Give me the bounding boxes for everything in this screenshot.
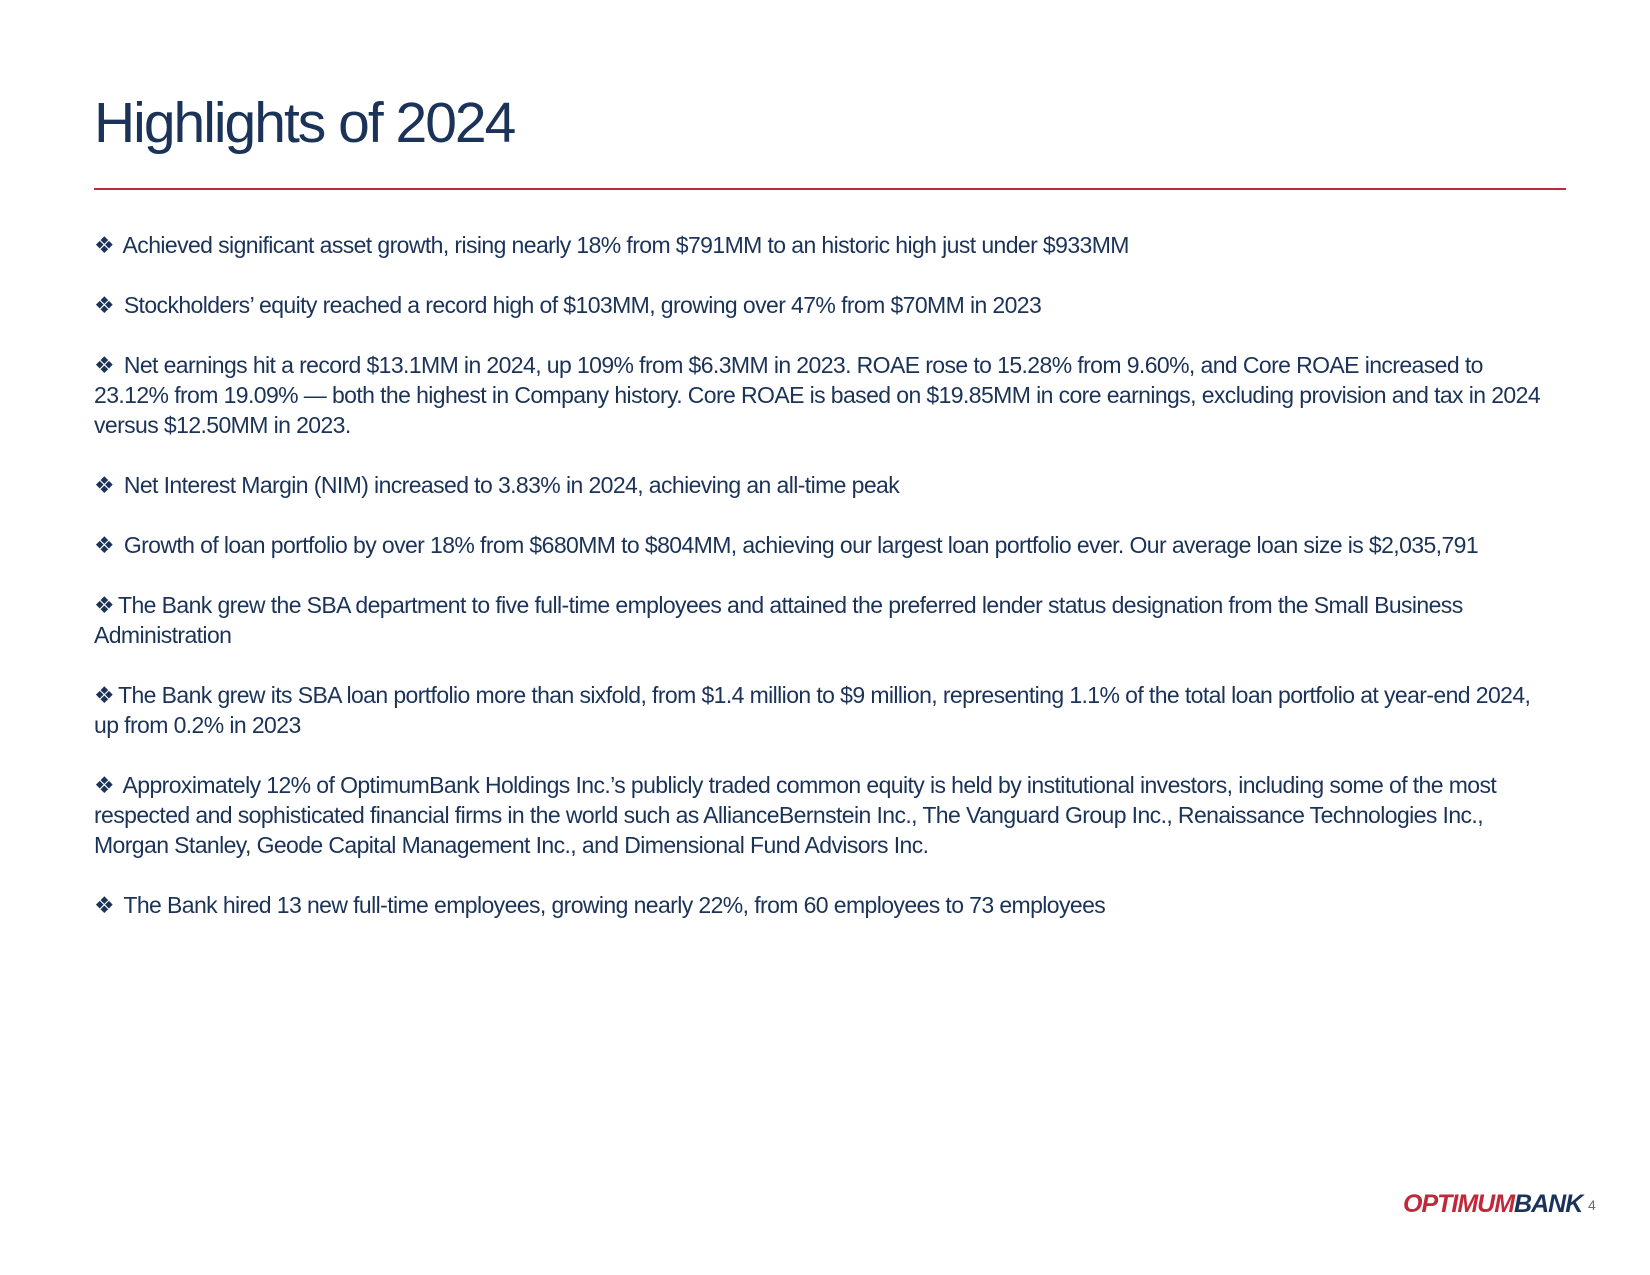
list-item — [94, 590, 1554, 650]
diamond-bullet-icon: ❖ — [94, 772, 115, 798]
list-item-text: Net earnings hit a record $13.1MM in 2024, up 109% from $6.3MM in 2023. ROAE rose to 15.28% from 9.60%, and Core ROAE increased to 23.12% from 19.09% — both the highest in Company history. Core ROAE is based on $19.85MM in core earnings, excluding provision and tax in 2024 versus $12.50MM in 2023. — [94, 352, 1541, 438]
list-item-text: Net Interest Margin (NIM) increased to 3.83% in 2024, achieving an all-time peak — [118, 472, 900, 498]
diamond-bullet-icon: ❖ — [94, 892, 115, 918]
list-item — [94, 290, 1554, 320]
highlights-list — [94, 230, 1554, 950]
diamond-bullet-icon: ❖ — [94, 292, 115, 318]
diamond-bullet-icon: ❖ — [94, 232, 115, 258]
diamond-bullet-icon: ❖ — [94, 532, 115, 558]
diamond-bullet-icon: ❖ — [94, 682, 115, 708]
page-number: 4 — [1588, 1197, 1596, 1213]
list-item-text: Approximately 12% of OptimumBank Holdings Inc.’s publicly traded common equity is held by institutional investors, including some of the most respected and sophisticated financial firms in the world such as AllianceBernstein Inc., The Vanguard Group Inc., Renaissance Technologies Inc., Morgan Stanley, Geode Capital Management Inc., and Dimensional Fund Advisors Inc. — [94, 772, 1497, 858]
list-item — [94, 530, 1554, 560]
diamond-bullet-icon: ❖ — [94, 472, 115, 498]
list-item-text: Stockholders’ equity reached a record high of $103MM, growing over 47% from $70MM in 2023 — [118, 292, 1042, 318]
list-item-text: The Bank hired 13 new full-time employees, growing nearly 22%, from 60 employees to 73 employees — [118, 892, 1106, 918]
list-item-text: Achieved significant asset growth, rising nearly 18% from $791MM to an historic high just under $933MM — [118, 232, 1129, 258]
list-item — [94, 680, 1554, 740]
diamond-bullet-icon: ❖ — [94, 352, 115, 378]
list-item — [94, 350, 1554, 440]
logo-text-optimum: OPTIMUM — [1403, 1190, 1515, 1218]
title-divider — [94, 188, 1566, 190]
list-item — [94, 890, 1554, 920]
logo-text-bank: BANK — [1514, 1190, 1583, 1218]
list-item — [94, 470, 1554, 500]
optimumbank-logo — [1403, 1190, 1582, 1219]
list-item — [94, 230, 1554, 260]
list-item — [94, 770, 1554, 860]
list-item-text: The Bank grew its SBA loan portfolio more than sixfold, from $1.4 million to $9 million, representing 1.1% of the total loan portfolio at year-end 2024, up from 0.2% in 2023 — [94, 682, 1531, 738]
list-item-text: The Bank grew the SBA department to five full-time employees and attained the preferred lender status designation from the Small Business Administration — [94, 592, 1463, 648]
list-item-text: Growth of loan portfolio by over 18% from $680MM to $804MM, achieving our largest loan portfolio ever. Our average loan size is $2,035,791 — [118, 532, 1479, 558]
page-title: Highlights of 2024 — [94, 91, 515, 155]
diamond-bullet-icon: ❖ — [94, 592, 115, 618]
